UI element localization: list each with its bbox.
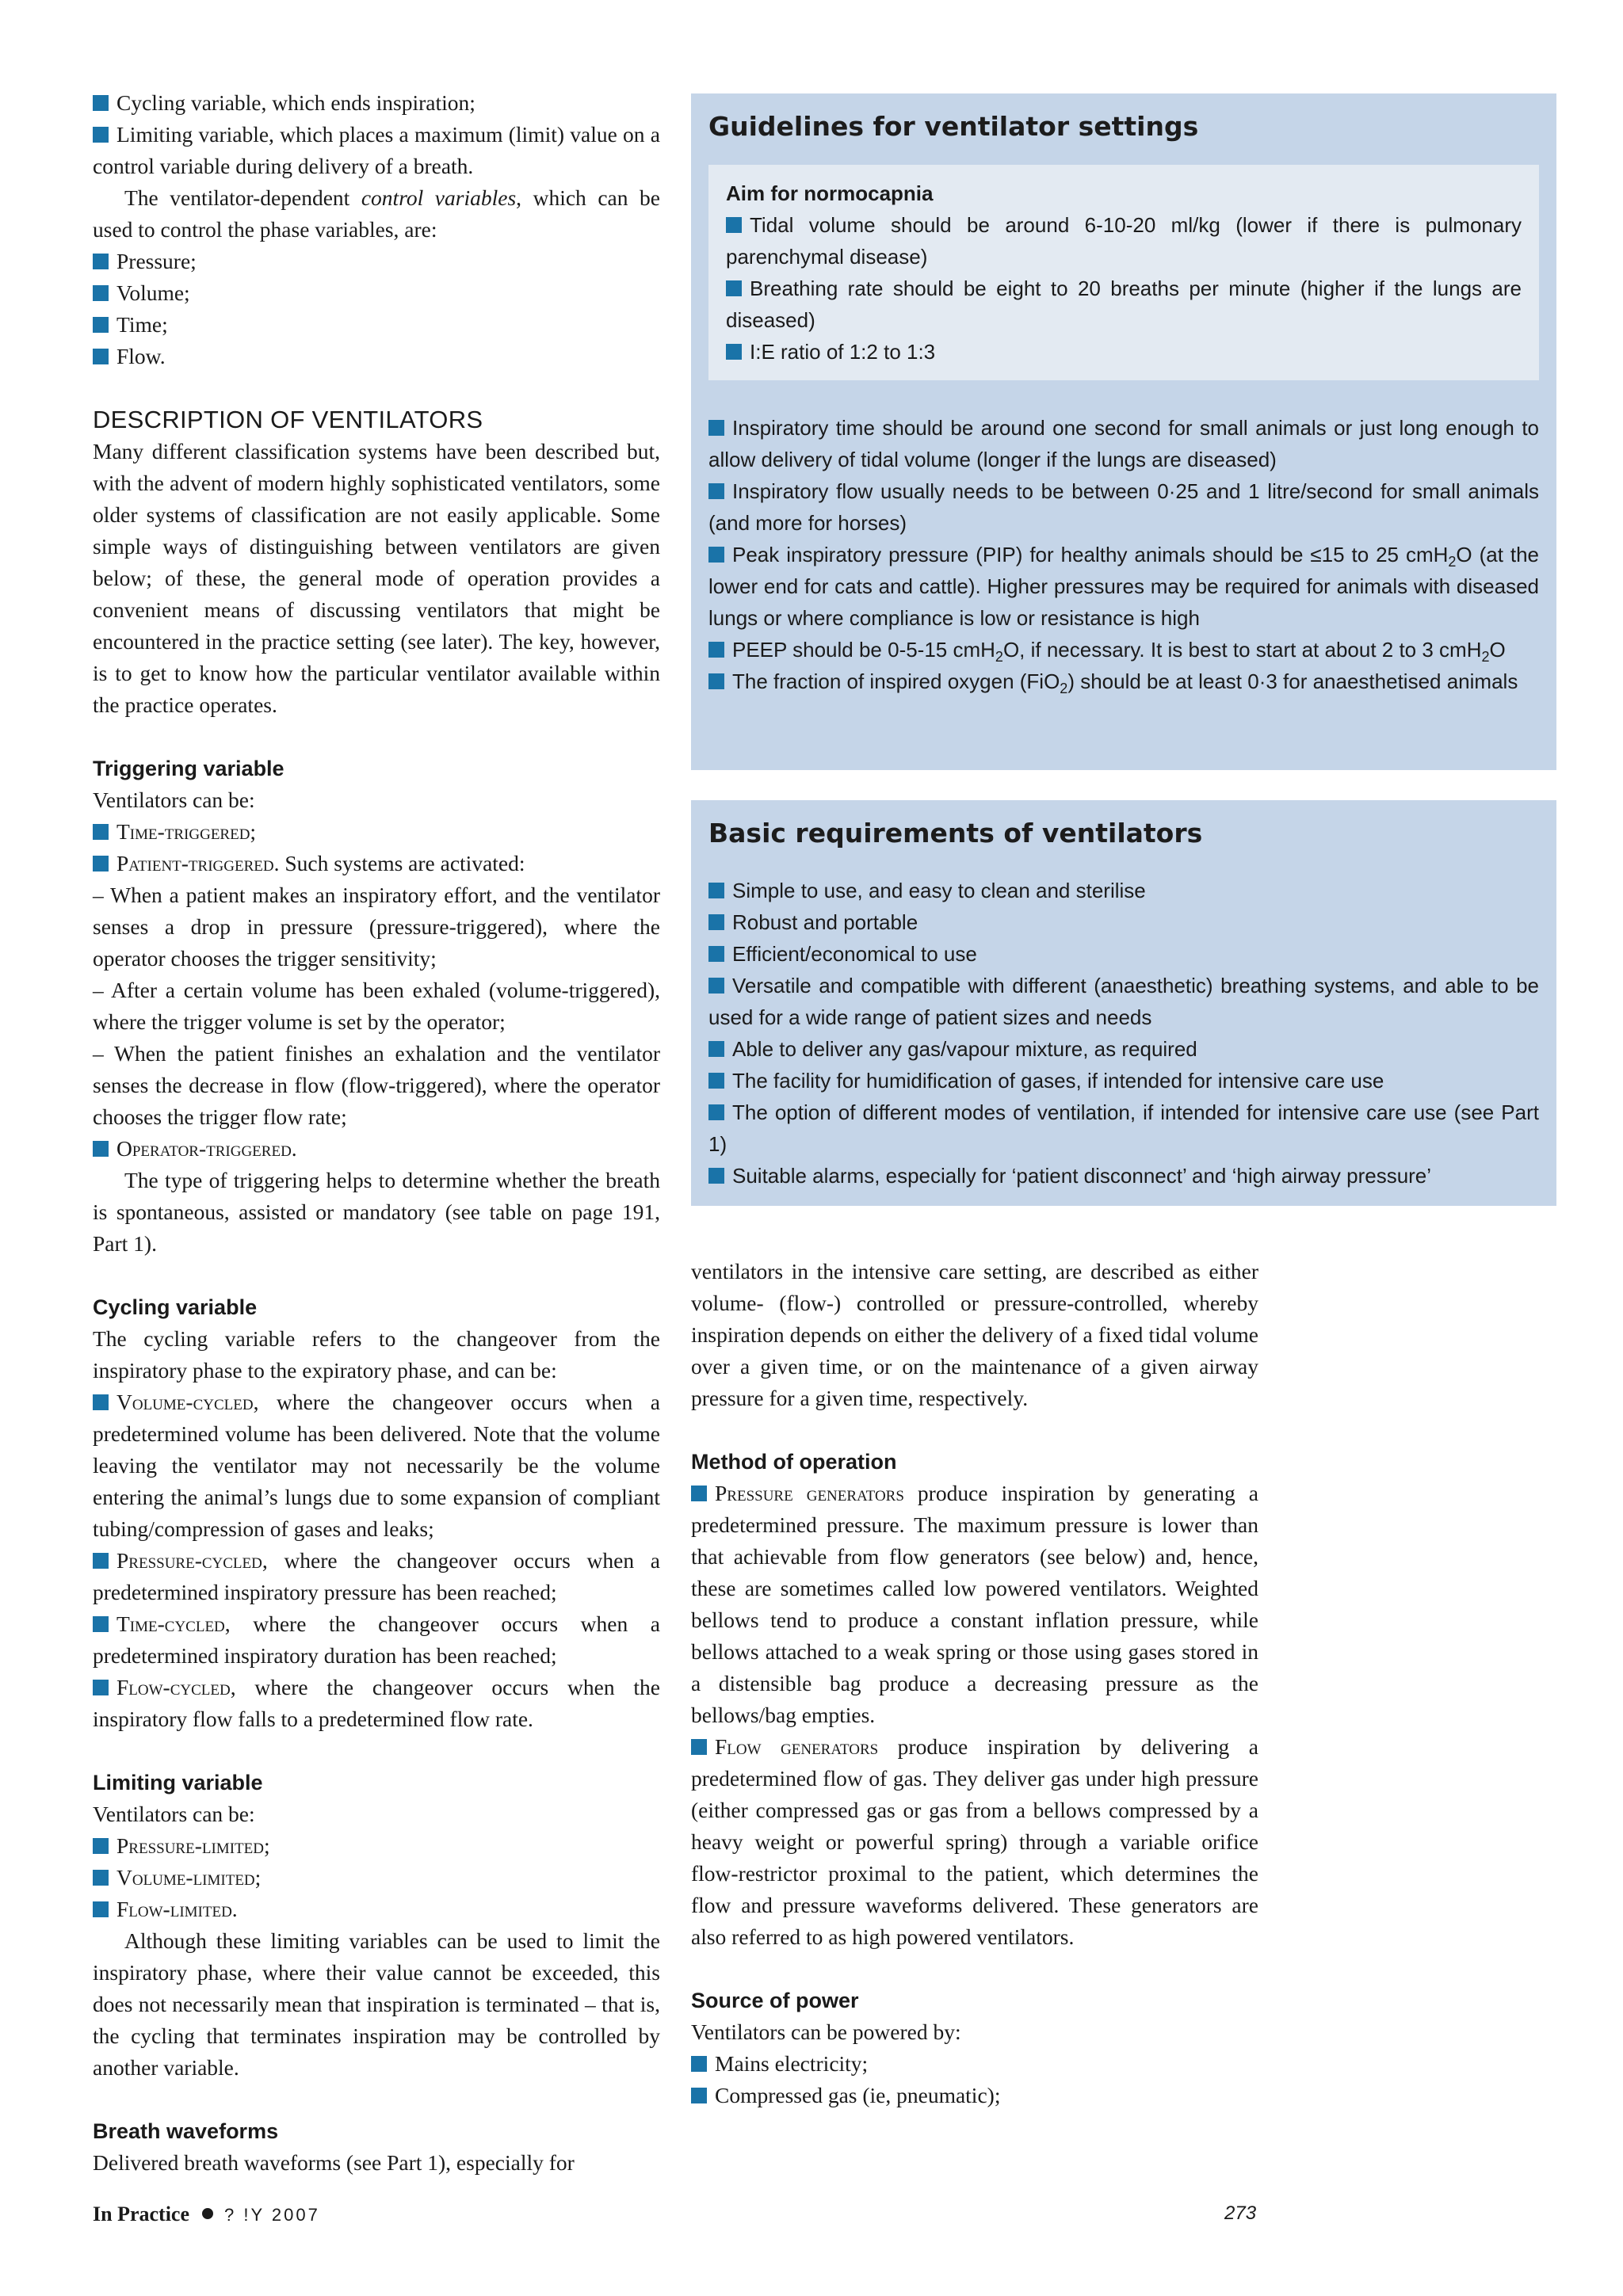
bullet-square-icon — [708, 1104, 724, 1120]
list-item: The option of different modes of ventilation, if intended for intensive care use (see Part 1) — [708, 1100, 1539, 1156]
bullet-square-icon — [691, 2056, 707, 2072]
bullet-square-icon — [708, 1041, 724, 1057]
list-item: Pressure; — [93, 246, 660, 277]
bullet-square-icon — [691, 2088, 707, 2103]
bullet-square-icon — [708, 1073, 724, 1089]
heading-triggering-variable: Triggering variable — [93, 757, 285, 780]
page-number: 273 — [1224, 2203, 1257, 2224]
triggering-closing-paragraph: The type of triggering helps to determine whether the breath is spontaneous, assisted or mandatory (see table on page 191, Part 1). — [93, 1168, 660, 1256]
left-column — [93, 87, 660, 2179]
list-item: Peak inspiratory pressure (PIP) for healthy animals should be ≤15 to 25 cmH$_2$O (at the lower end for cats and cattle). Higher pressures may be required for animals with diseased lungs or where compliance is low or resistance is high — [708, 543, 1540, 630]
list-item: PEEP should be 0-5-15 cmH$_2$O, if necessary. It is best to start at about 2 to 3 cmH$_2$O — [708, 634, 1539, 666]
guidelines-box — [691, 93, 1556, 770]
breath-waveforms-paragraph: Delivered breath waveforms (see Part 1), especially for — [93, 2150, 575, 2175]
list-item: I:E ratio of 1:2 to 1:3 — [726, 336, 1522, 368]
right-column — [691, 1256, 1258, 2111]
bullet-square-icon — [708, 483, 724, 499]
bullet-square-icon — [708, 883, 724, 898]
list-item: Flow-limited. — [93, 1894, 660, 1925]
list-item: Inspiratory flow usually needs to be between 0·25 and 1 litre/second for small animals (and more for horses) — [708, 479, 1539, 535]
continuation-paragraph: ventilators in the intensive care setting, are described as either volume- (flow-) controlled or pressure-controlled, whereby inspiration depends on either the delivery of a fixed tidal volume over a given time, or on the maintenance of a given airway pressure for a given time, respectively. — [691, 1259, 1258, 1410]
list-item: The fraction of inspired oxygen (FiO$_2$) should be at least 0·3 for anaesthetised animals — [708, 666, 1539, 697]
list-item: Time; — [93, 309, 660, 341]
bullet-square-icon — [93, 1553, 109, 1569]
list-item: The facility for humidification of gases, if intended for intensive care use — [708, 1065, 1539, 1097]
aim-normocapnia-box — [708, 165, 1539, 380]
limiting-closing-paragraph: Although these limiting variables can be used to limit the inspiratory phase, where their value cannot be exceeded, this does not necessarily mean that inspiration is terminated – that is, the cycling that terminates inspiration may be controlled by another variable. — [93, 1928, 660, 2080]
list-item: Suitable alarms, especially for ‘patient disconnect’ and ‘high airway pressure’ — [708, 1160, 1539, 1192]
aim-title: Aim for normocapnia — [726, 181, 934, 205]
list-item: Volume-cycled, where the changeover occurs when a predetermined volume has been delivered. Note that the volume leaving the ventilator may not necessarily be the volume entering the animal’s lungs due to some expansion of compliant tubing/compression of gases and leaks; — [93, 1390, 660, 1541]
list-item: Simple to use, and easy to clean and sterilise — [708, 875, 1539, 906]
bullet-square-icon — [93, 317, 109, 333]
list-item: Limiting variable, which places a maximum (limit) value on a control variable during delivery of a breath. — [93, 122, 660, 178]
list-item: Efficient/economical to use — [708, 938, 1539, 970]
list-item: Time-cycled, where the changeover occurs when a predetermined inspiratory duration has been reached; — [93, 1611, 660, 1668]
bullet-square-icon — [708, 673, 724, 689]
bullet-square-icon — [93, 1394, 109, 1410]
list-item: Patient-triggered. Such systems are activated: — [93, 848, 660, 879]
bullet-square-icon — [708, 547, 724, 563]
list-item: Volume-limited; — [93, 1862, 660, 1894]
bullet-square-icon — [93, 1870, 109, 1886]
dash-item: – When a patient makes an inspiratory effort, and the ventilator senses a drop in pressure (pressure-triggered), where the operator chooses the trigger sensitivity; — [93, 883, 660, 971]
heading-method-of-operation: Method of operation — [691, 1450, 897, 1474]
bullet-square-icon — [708, 1168, 724, 1184]
description-paragraph: Many different classification systems have been described but, with the advent of modern highly sophisticated ventilators, some older systems of classification are not easily applicable. Some simple ways of distinguishing between ventilators are given below; of these, the general mode of operation provides a convenient means of discussing ventilators that might be encountered in the practice setting (see later). The key, however, is to get to know how the particular ventilator available within the practice operates. — [93, 439, 660, 717]
list-item: Flow-cycled, where the changeover occurs when the inspiratory flow falls to a predetermined flow rate. — [93, 1675, 660, 1731]
bullet-square-icon — [93, 1616, 109, 1632]
list-item: Cycling variable, which ends inspiration; — [93, 87, 660, 119]
bullet-square-icon — [708, 642, 724, 658]
list-item: Mains electricity; — [691, 2048, 1258, 2080]
triggering-lead: Ventilators can be: — [93, 788, 255, 812]
section-title-description: DESCRIPTION OF VENTILATORS — [93, 406, 483, 433]
bullet-square-icon — [691, 1486, 707, 1501]
bullet-square-icon — [93, 285, 109, 301]
bullet-square-icon — [708, 978, 724, 994]
list-item: Robust and portable — [708, 906, 1539, 938]
basic-requirements-box — [691, 800, 1556, 1206]
bullet-square-icon — [93, 127, 109, 143]
guidelines-list — [708, 412, 1539, 697]
bullet-square-icon — [726, 344, 742, 360]
bullet-square-icon — [691, 1739, 707, 1755]
list-item: Pressure generators produce inspiration by generating a predetermined pressure. The maximum pressure is lower than that achievable from flow generators (see below) and, hence, these are sometimes called low powered ventilators. Weighted bellows tend to produce a constant inflation pressure, while bellows attached to a weak spring or those using gases stored in a distensible bag produce a decreasing pressure as the bellows/bag empties. — [691, 1481, 1258, 1727]
bullet-square-icon — [93, 349, 109, 364]
list-item: Time-triggered; — [93, 816, 660, 848]
heading-limiting-variable: Limiting variable — [93, 1771, 263, 1794]
power-lead: Ventilators can be powered by: — [691, 2019, 961, 2044]
list-item: Pressure-limited; — [93, 1830, 660, 1862]
bullet-square-icon — [93, 1901, 109, 1917]
basic-requirements-title: Basic requirements of ventilators — [708, 818, 1203, 849]
dash-item: – After a certain volume has been exhaled (volume-triggered), where the trigger volume is set by the operator; — [93, 978, 660, 1034]
bullet-square-icon — [93, 1838, 109, 1854]
bullet-square-icon — [726, 280, 742, 296]
footer-journal — [93, 2203, 320, 2226]
list-item: Compressed gas (ie, pneumatic); — [691, 2080, 1258, 2111]
list-item: Versatile and compatible with different (anaesthetic) breathing systems, and able to be used for a wide range of patient sizes and needs — [708, 974, 1539, 1029]
heading-breath-waveforms: Breath waveforms — [93, 2119, 279, 2143]
list-item: Operator-triggered. — [93, 1133, 660, 1165]
bullet-square-icon — [726, 217, 742, 233]
bullet-square-icon — [93, 1680, 109, 1695]
limiting-lead: Ventilators can be: — [93, 1802, 255, 1826]
bullet-square-icon — [93, 95, 109, 111]
control-variables-paragraph: The ventilator-dependent control variables, which can be used to control the phase variables, are: — [93, 185, 660, 242]
list-item: Flow generators produce inspiration by delivering a predetermined flow of gas. They deliver gas under high pressure (either compressed gas or gas from a bellows compressed by a heavy weight or powerful spring) through a variable orifice flow-restrictor proximal to the patient, which determines the flow and pressure waveforms delivered. These generators are also referred to as high powered ventilators. — [691, 1734, 1258, 1949]
bullet-square-icon — [93, 1141, 109, 1157]
bullet-square-icon — [708, 914, 724, 930]
issue-date: ? !Y 2007 — [224, 2205, 320, 2225]
dash-item: – When the patient finishes an exhalation and the ventilator senses the decrease in flow (flow-triggered), where the operator chooses the trigger flow rate; — [93, 1041, 660, 1129]
list-item: Volume; — [93, 277, 660, 309]
bullet-dot-icon — [202, 2208, 213, 2219]
list-item: Tidal volume should be around 6-10-20 ml/kg (lower if there is pulmonary parenchymal disease) — [726, 213, 1522, 269]
list-item: Able to deliver any gas/vapour mixture, as required — [708, 1033, 1539, 1065]
basic-requirements-list — [708, 875, 1539, 1192]
bullet-square-icon — [93, 856, 109, 871]
bullet-square-icon — [93, 254, 109, 269]
list-item: Pressure-cycled, where the changeover occurs when a predetermined inspiratory pressure has been reached; — [93, 1548, 660, 1604]
cycling-lead: The cycling variable refers to the changeover from the inspiratory phase to the expiratory phase, and can be: — [93, 1326, 660, 1383]
journal-name: In Practice — [93, 2203, 190, 2225]
list-item: Inspiratory time should be around one second for small animals or just long enough to allow delivery of tidal volume (longer if the lungs are diseased) — [708, 416, 1539, 471]
bullet-square-icon — [93, 824, 109, 840]
guidelines-title: Guidelines for ventilator settings — [708, 111, 1199, 142]
heading-cycling-variable: Cycling variable — [93, 1295, 258, 1319]
heading-source-of-power: Source of power — [691, 1989, 859, 2012]
bullet-square-icon — [708, 420, 724, 436]
list-item: Breathing rate should be eight to 20 breaths per minute (higher if the lungs are diseased) — [726, 277, 1522, 332]
list-item: Flow. — [93, 341, 660, 372]
bullet-square-icon — [708, 946, 724, 962]
